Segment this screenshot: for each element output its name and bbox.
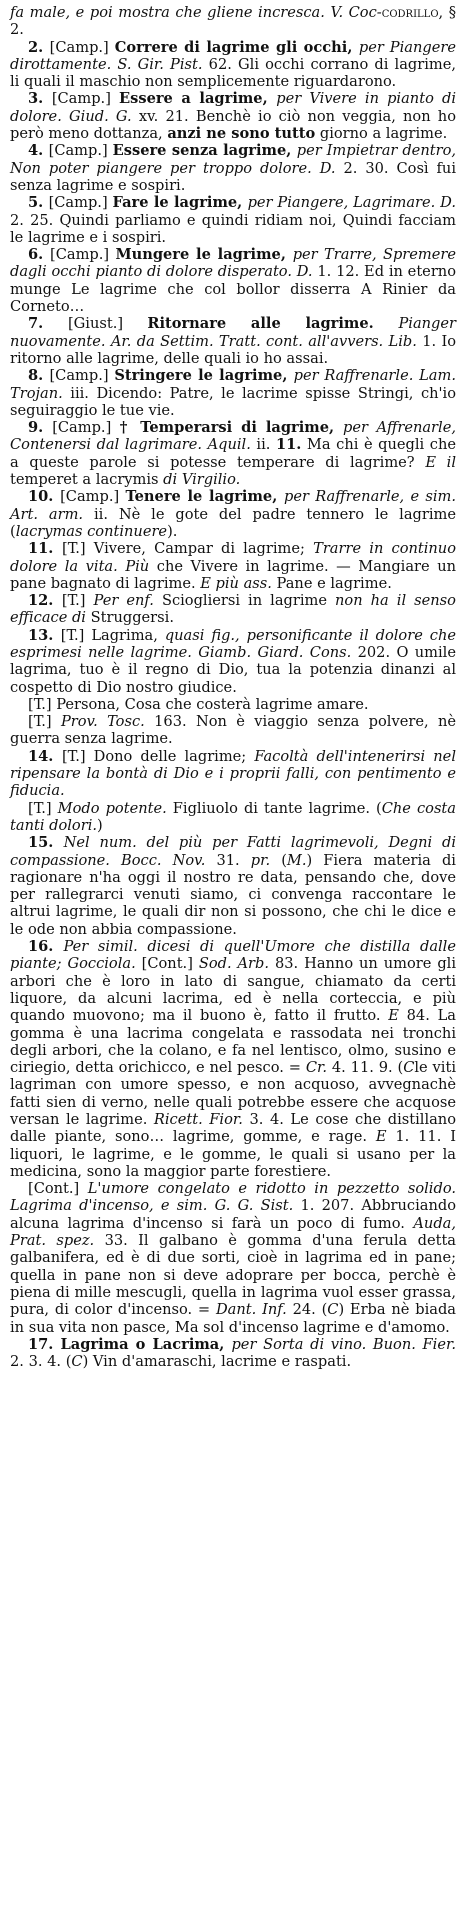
text-run: ) Erba nè biada in sua vita non pasce, Ma sol d'incenso lagrime e d'amomo. [10,1301,456,1336]
text-run: [Camp.] [50,246,116,264]
text-run: lacrymas continuere [15,522,168,540]
entry-paragraph [10,142,456,194]
entry-paragraph [10,194,456,246]
text-run: [Cont.] [28,1180,88,1198]
text-run: Facoltà dell'intenerirsi nel ripensare la bontà di Dio e i proprii falli, con pentimento e fiducia. [10,747,456,800]
text-run: le viti lagriman con umore spesso, e non acquoso, avvegnachè fatti sien di verno, nelle quali potrebbe essere che acquose versan le lagrime. [10,1059,457,1128]
text-run: Sciogliersi in lagrime [153,592,336,610]
text-run: ( [270,851,287,869]
text-run: Trarre in continuo dolore la vita. Più [10,540,456,575]
text-run: Prov. Tosc. [60,713,145,731]
text-run: per Piangere dirottamente. S. Gir. Pist. [10,38,456,73]
text-run: [T.] Lagrima, [60,626,165,644]
text-run: per Trarre, Spremere dagli occhi pianto di dolore disperato. D. [10,246,456,281]
text-run: Correre di lagrime gli occhi, [114,38,359,56]
text-run: fa male, e poi mostra che gliene incresca. [10,4,331,21]
text-run: 31. [205,851,251,869]
text-run: 4. 11. 9. ( [327,1059,404,1077]
entry-paragraph [10,627,456,696]
text-run: [T.] [28,799,58,817]
text-run: Tenere le lagrime, [125,488,284,506]
text-run: ) Vin d'amaraschi, lacrime e raspati. [82,1353,352,1371]
text-run: pr. [250,851,271,869]
text-run: 1. 11. I liquori, le lagrime, e le gomme, le quali si usano per la medicina, sono la maggior parte forestiere. [10,1128,456,1180]
text-run: Lagrima o Lacrima, [60,1335,232,1353]
text-run: ii. Nè le gote del padre tennero le lagrime ( [10,505,456,540]
text-run: per Vivere in pianto di dolore. Giud. G. [10,90,456,125]
text-run: 6. [28,246,51,264]
text-run: Per simil. dicesi di quell'Umore che distilla dalle piante; Gocciola. [10,938,456,973]
text-run: temperet a lacrymis [10,471,164,489]
text-run: 5. [28,194,49,212]
text-run: ). [167,522,178,540]
text-run: 202. O umile lagrima, tuo è il regno di Dio, tua la potenzia dinanzi al cospetto di Dio nostro giudice. [10,643,456,696]
text-run: per Piangere, Lagrimare. D. [247,194,456,212]
text-run: [Camp.] [60,488,126,506]
text-run: Fare le lagrime, [112,194,248,212]
text-run: 11. [275,436,302,454]
text-run: V. Coc- [330,4,382,21]
text-run: 4. [28,142,49,160]
text-run: 1. 207. Abbruciando alcuna lagrima d'incenso si farà un poco di fumo. [10,1197,456,1232]
text-run: , § 2. [10,4,456,39]
text-run: † Temperarsi di lagrime, [119,419,344,437]
text-run: E il [425,453,456,471]
text-run: 1. Io ritorno alle lagrime, delle quali io ho assai. [10,332,456,367]
text-run: L'umore congelato e ridotto in pezzetto solido. Lagrima d'incenso, e sim. G. G. Sist. [10,1180,456,1215]
text-run: Per enf. [93,592,154,610]
text-run: 163. Non è viaggio senza polvere, nè guerra senza lagrime. [10,713,456,748]
text-run: Sod. Arb. [198,955,270,973]
text-run: Stringere le lagrime, [114,367,294,385]
text-run: [Camp.] [51,90,120,108]
text-run: per Raffrenarle. Lam. Trojan. [10,367,456,402]
text-run: ) [97,816,103,834]
text-run: 15. [28,834,64,852]
text-run: E più ass. [200,574,272,592]
entry-paragraph [10,713,456,748]
text-run: [Camp.] [52,419,120,437]
text-run: [Cont.] [135,955,199,973]
text-run: Che costa tanti dolori. [10,799,456,834]
text-run: 2. 3. 4. ( [10,1353,72,1371]
text-run: iii. Dicendo: Patre, le lacrime spisse Stringi, ch'io seguiraggio le tue vie. [10,384,456,419]
text-run: [Camp.] [49,367,115,385]
entry-paragraph [10,540,456,592]
text-run: di Virgilio. [163,471,241,489]
entry-paragraph [10,938,456,1180]
text-run: Essere senza lagrime, [112,142,297,160]
text-run: 13. [28,626,61,644]
text-run: Auda, Prat. spez. [10,1214,456,1250]
text-run: ii. [250,436,276,454]
text-run: Essere a lagrime, [119,90,277,108]
text-run: [T.] [61,592,94,610]
text-run: che Vivere in lagrime. — Mangiare un pane bagnato di lagrime. [10,557,457,592]
entry-paragraph [10,419,456,488]
entry-paragraph [10,367,456,419]
text-run: Ritornare alle lagrime. [147,315,399,333]
text-run: per Sorta di vino. Buon. Fier. [231,1335,456,1353]
text-run: 33. Il galbano è gomma d'una ferula detta galbanifera, ed è di due sorti, cioè in lagrima ed in pane; quella in pane non si deve adoprare per bocca, perchè è piena di mille mescugli, quella in lagrima vuol esser grassa, pura, di color d'incenso. = [10,1232,457,1319]
text-run: 12. [28,592,62,610]
text-run: 10. [28,488,61,506]
entry-paragraph [10,696,456,713]
entry-paragraph [10,315,456,367]
text-run: 11. [28,540,63,558]
text-run: [Camp.] [48,194,113,212]
text-run: 14. [28,747,62,765]
text-run: 24. ( [286,1301,328,1319]
text-run: 3. [28,90,52,108]
text-run: Cr. [305,1059,328,1077]
entry-paragraph [10,592,456,627]
text-run: C [403,1059,415,1077]
entry-paragraph [10,1336,456,1371]
text-run: ) Fiera materia di ragionare n'ha oggi il nostro re data, pensando che, dove per rallegrarci venuti siamo, ci convenga raccontare le altrui lagrime, le quali dir non si possono, che chi le dice e le ode non abbia compassione. [10,851,456,938]
text-run: 17. [28,1335,61,1353]
text-run: E [388,1007,399,1025]
text-run: 16. [28,938,64,956]
text-run: 2. 25. Quindi parliamo e quindi ridiam noi, Quindi facciam le lagrime e i sospiri. [10,211,456,246]
text-run: codrillo [381,4,439,21]
text-run: Mungere le lagrime, [115,246,293,264]
entry-paragraph [10,1180,456,1336]
text-run: Ma chi è quegli che a queste parole si potesse temperare di lagrime? [10,436,456,471]
text-run: 1. 12. Ed in eterno munge Le lagrime che col bollor disserra A Rinier da Corneto… [10,263,456,316]
text-run: per Impietrar dentro, Non poter piangere per troppo dolore. D. [10,142,456,177]
text-run: 2. 30. Così fui senza lagrime e sospiri. [10,159,456,194]
entry-paragraph [10,246,456,315]
text-run: M. [286,851,307,869]
text-run: anzi ne sono tutto [167,125,316,143]
text-run: [T.] Vivere, Campar di lagrime; [62,540,314,558]
text-run: quasi fig., personificante il dolore che esprimesi nelle lagrime. Giamb. Giard. Cons. [10,626,456,661]
text-run: 2. [28,38,50,56]
text-run: 84. La gomma è una lacrima congelata e rassodata nei tronchi degli arbori, che la colano, e fa nel lentisco, olmo, susino e ciriegio, detta orichicco, e nel pesco. = [10,1007,456,1077]
entry-paragraph [10,39,456,91]
text-run: xv. 21. Benchè io ciò non veggia, non ho però meno dottanza, [10,107,456,143]
entry-paragraph [10,748,456,800]
text-run: [T.] Dono delle lagrime; [61,747,255,765]
text-run: 9. [28,419,53,437]
text-run: [Camp.] [49,38,115,56]
text-run: Modo potente. [57,799,167,817]
text-run: 3. 4. Le cose che distillano dalle piante, sono… lagrime, gomme, e rage. [10,1111,456,1146]
entry-paragraph [10,4,456,39]
entry-paragraph [10,800,456,835]
text-run: Dant. Inf. [215,1301,287,1319]
entry-paragraph [10,488,456,540]
text-run: E [375,1128,387,1146]
text-run: giorno a lagrime. [315,125,448,143]
text-run: 62. Gli occhi corrano di lagrime, li quali il maschio non semplicemente riguardarono. [10,55,456,91]
text-run: 7. [28,315,68,333]
text-run: Nel num. del più per Fatti lagrimevoli, Degni di compassione. Bocc. Nov. [10,834,456,869]
text-run: Figliuolo di tante lagrime. ( [166,799,382,817]
text-run: [Giust.] [67,315,148,333]
text-run: Struggersi. [85,609,174,627]
entry-paragraph [10,90,456,142]
text-run: 83. Hanno un umore gli arbori che è loro in lato di sangue, chiamato da certi liquore, da alcuni lacrima, ed è nella corteccia, e più quando muovono; ma il buono è, fatto il frutto. [10,955,457,1025]
text-run: per Affrenarle, Contenersi dal lagrimare. Aquil. [10,419,456,454]
text-run: Pianger nuovamente. Ar. da Settim. Tratt. cont. all'avvers. Lib. [10,315,456,350]
text-run: C [71,1353,83,1371]
text-run: Ricett. Fior. [153,1111,243,1128]
text-run: [Camp.] [48,142,113,160]
text-run: 8. [28,367,50,385]
text-run: [T.] Persona, Cosa che costerà lagrime amare. [28,695,369,713]
text-run: Pane e lagrime. [271,574,392,592]
text-run: [T.] [28,713,61,731]
text-run: per Raffrenarle, e sim. Art. arm. [10,488,456,523]
text-run: non ha il senso efficace di [10,592,456,627]
entry-paragraph [10,834,456,938]
text-run: C [327,1301,339,1319]
